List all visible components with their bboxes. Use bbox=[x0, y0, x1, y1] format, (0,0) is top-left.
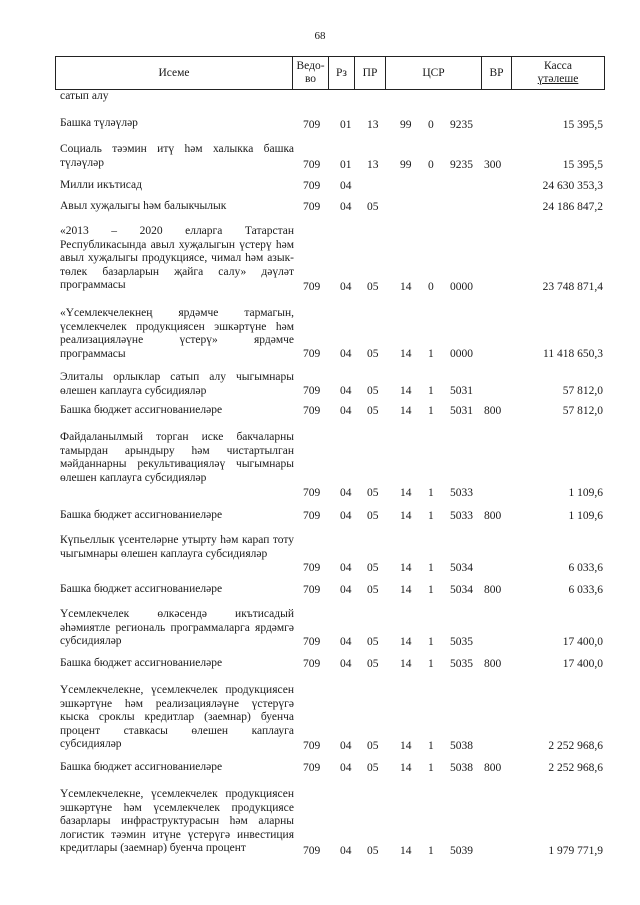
row-csr-2: 1 bbox=[428, 761, 434, 774]
page-number: 68 bbox=[314, 30, 326, 42]
row-name: Үсемлекчелекне, үсемлекчелек продукциясен эшкәртүне һәм реализацияләүне үстерүгә кыска сроклы кредитлар (заемнар) буенча процент ставкасы өлешен каплауга субсидияләр bbox=[60, 684, 294, 750]
row-ved: 709 bbox=[303, 657, 321, 670]
row-sum: 17 400,0 bbox=[562, 657, 603, 670]
row-csr-3: 5031 bbox=[450, 404, 473, 417]
row-rz: 04 bbox=[340, 657, 352, 670]
row-csr-2: 1 bbox=[428, 486, 434, 499]
table-row bbox=[0, 362, 640, 399]
row-pr: 05 bbox=[367, 844, 379, 857]
row-ved: 709 bbox=[303, 739, 321, 752]
row-vr: 800 bbox=[484, 509, 502, 522]
row-csr-3: 5034 bbox=[450, 561, 473, 574]
row-rz: 04 bbox=[340, 486, 352, 499]
row-name: Файдаланылмый торган иске бакчаларны тамырдан арындыру һәм чистартылган мәйданнарны рекультивацияләү чыгымнары өлешен каплауга субсидияләр bbox=[60, 431, 294, 484]
row-sum: 1 979 771,9 bbox=[548, 844, 603, 857]
row-rz: 04 bbox=[340, 280, 352, 293]
row-csr-3: 5038 bbox=[450, 739, 473, 752]
table-row bbox=[0, 215, 640, 295]
table-row bbox=[0, 650, 640, 672]
row-pr: 05 bbox=[367, 347, 379, 360]
header-rz-label: Рз bbox=[336, 66, 347, 79]
row-name: Социаль тәэмин итү һәм халыкка башка түләүләр bbox=[60, 143, 294, 169]
row-rz: 04 bbox=[340, 384, 352, 397]
row-vr: 800 bbox=[484, 404, 502, 417]
row-rz: 01 bbox=[340, 118, 352, 131]
row-csr-1: 14 bbox=[400, 561, 412, 574]
row-rz: 04 bbox=[340, 347, 352, 360]
row-pr: 13 bbox=[367, 158, 379, 171]
header-kassa bbox=[511, 57, 604, 89]
row-csr-3: 5038 bbox=[450, 761, 473, 774]
row-name: Элиталы орлыклар сатып алу чыгымнары өлешен каплауга субсидияләр bbox=[60, 371, 294, 397]
row-pr: 05 bbox=[367, 486, 379, 499]
row-pr: 05 bbox=[367, 635, 379, 648]
row-name: «2013 – 2020 елларга Татарстан Республикасында авыл хуҗалыгын үстерү һәм авыл хуҗалыгы продукциясе, чимал һәм азык-төлек базарларын җайга салу» дәүләт программасы bbox=[60, 225, 294, 291]
row-pr: 05 bbox=[367, 761, 379, 774]
row-csr-2: 1 bbox=[428, 347, 434, 360]
header-ved bbox=[292, 57, 328, 89]
row-csr-1: 14 bbox=[400, 384, 412, 397]
row-ved: 709 bbox=[303, 384, 321, 397]
row-ved: 709 bbox=[303, 509, 321, 522]
row-csr-3: 5039 bbox=[450, 844, 473, 857]
row-pr: 05 bbox=[367, 404, 379, 417]
row-csr-3: 5033 bbox=[450, 486, 473, 499]
row-pr: 05 bbox=[367, 657, 379, 670]
table-row bbox=[0, 598, 640, 650]
row-sum: 57 812,0 bbox=[562, 384, 603, 397]
row-csr-2: 1 bbox=[428, 657, 434, 670]
header-ved-label: Ведо- во bbox=[296, 60, 325, 85]
header-vr-label: ВР bbox=[489, 66, 504, 79]
row-csr-1: 14 bbox=[400, 509, 412, 522]
row-csr-2: 1 bbox=[428, 509, 434, 522]
row-csr-2: 1 bbox=[428, 384, 434, 397]
row-vr: 800 bbox=[484, 583, 502, 596]
row-csr-3: 5035 bbox=[450, 657, 473, 670]
row-pr: 05 bbox=[367, 280, 379, 293]
row-sum: 24 630 353,3 bbox=[542, 179, 603, 192]
table-row bbox=[0, 776, 640, 868]
row-name: Күпьеллык үсентеләрне утырту һәм карап тоту чыгымнары өлешен каплауга субсидияләр bbox=[60, 534, 294, 560]
row-csr-1: 14 bbox=[400, 657, 412, 670]
row-csr-2: 1 bbox=[428, 844, 434, 857]
row-csr-1: 14 bbox=[400, 739, 412, 752]
row-csr-1: 14 bbox=[400, 280, 412, 293]
row-sum: 1 109,6 bbox=[568, 486, 603, 499]
row-ved: 709 bbox=[303, 158, 321, 171]
table-row bbox=[0, 90, 640, 110]
row-csr-2: 1 bbox=[428, 583, 434, 596]
row-name: Башка бюджет ассигнованиеләре bbox=[60, 509, 223, 521]
row-pr: 13 bbox=[367, 118, 379, 131]
row-pr: 05 bbox=[367, 509, 379, 522]
row-csr-3: 0000 bbox=[450, 280, 473, 293]
row-sum: 15 395,5 bbox=[562, 118, 603, 131]
row-rz: 04 bbox=[340, 583, 352, 596]
row-pr: 05 bbox=[367, 561, 379, 574]
row-sum: 17 400,0 bbox=[562, 635, 603, 648]
row-ved: 709 bbox=[303, 118, 321, 131]
row-vr: 800 bbox=[484, 657, 502, 670]
row-name: Башка бюджет ассигнованиеләре bbox=[60, 404, 223, 416]
row-sum: 6 033,6 bbox=[568, 583, 603, 596]
row-sum: 57 812,0 bbox=[562, 404, 603, 417]
row-csr-3: 5031 bbox=[450, 384, 473, 397]
table-row bbox=[0, 194, 640, 215]
header-pr-label: ПР bbox=[362, 66, 378, 79]
row-sum: 24 186 847,2 bbox=[542, 200, 603, 213]
row-sum: 2 252 968,6 bbox=[548, 739, 603, 752]
row-ved: 709 bbox=[303, 200, 321, 213]
row-name: Үсемлекчелек өлкәсендә икътисадый әһәмиятле региональ программаларга ярдәмгә субсидияләр bbox=[60, 608, 294, 647]
row-vr: 800 bbox=[484, 761, 502, 774]
table-row bbox=[0, 399, 640, 419]
row-sum: 6 033,6 bbox=[568, 561, 603, 574]
table-row bbox=[0, 672, 640, 754]
row-ved: 709 bbox=[303, 561, 321, 574]
row-csr-1: 14 bbox=[400, 583, 412, 596]
row-name: «Үсемлекчелекнең ярдәмче тармагын, үсемлекчелек продукциясен эшкәртүне һәм реализацияләүне үстерү» ярдәмче программасы bbox=[60, 307, 294, 360]
row-name: Авыл хуҗалыгы һәм балыкчылык bbox=[60, 200, 227, 212]
table-row bbox=[0, 173, 640, 194]
header-pr bbox=[354, 57, 385, 89]
row-csr-3: 0000 bbox=[450, 347, 473, 360]
row-csr-1: 99 bbox=[400, 158, 412, 171]
row-sum: 23 748 871,4 bbox=[542, 280, 603, 293]
row-rz: 04 bbox=[340, 844, 352, 857]
table-row bbox=[0, 576, 640, 598]
row-pr: 05 bbox=[367, 384, 379, 397]
row-pr: 05 bbox=[367, 583, 379, 596]
row-csr-2: 0 bbox=[428, 280, 434, 293]
row-csr-2: 1 bbox=[428, 635, 434, 648]
row-csr-1: 14 bbox=[400, 347, 412, 360]
row-ved: 709 bbox=[303, 583, 321, 596]
row-name: Башка түләүләр bbox=[60, 117, 138, 129]
row-ved: 709 bbox=[303, 486, 321, 499]
row-csr-2: 1 bbox=[428, 561, 434, 574]
row-csr-2: 1 bbox=[428, 404, 434, 417]
row-csr-3: 5033 bbox=[450, 509, 473, 522]
row-sum: 1 109,6 bbox=[568, 509, 603, 522]
row-rz: 04 bbox=[340, 739, 352, 752]
row-rz: 04 bbox=[340, 561, 352, 574]
row-csr-1: 14 bbox=[400, 404, 412, 417]
row-ved: 709 bbox=[303, 761, 321, 774]
row-ved: 709 bbox=[303, 635, 321, 648]
row-csr-3: 5034 bbox=[450, 583, 473, 596]
row-ved: 709 bbox=[303, 844, 321, 857]
row-rz: 01 bbox=[340, 158, 352, 171]
row-csr-1: 14 bbox=[400, 635, 412, 648]
row-pr: 05 bbox=[367, 200, 379, 213]
row-name: Үсемлекчелекне, үсемлекчелек продукциясен эшкәртүне һәм үсемлекчелек продукциясе базарлары инфраструктурасын һәм аларны логистик тәэмин итүне үстерүгә инвестиция кредитлары (заемнар) буенча процент bbox=[60, 788, 294, 854]
header-rz bbox=[328, 57, 354, 89]
header-vr bbox=[481, 57, 511, 89]
table-header bbox=[55, 56, 605, 90]
row-sum: 2 252 968,6 bbox=[548, 761, 603, 774]
row-name: Башка бюджет ассигнованиеләре bbox=[60, 761, 223, 773]
row-name: Милли икътисад bbox=[60, 179, 142, 191]
row-rz: 04 bbox=[340, 761, 352, 774]
row-ved: 709 bbox=[303, 280, 321, 293]
row-csr-2: 0 bbox=[428, 158, 434, 171]
row-csr-3: 9235 bbox=[450, 118, 473, 131]
header-name-label: Исеме bbox=[158, 66, 190, 79]
row-csr-1: 14 bbox=[400, 844, 412, 857]
row-rz: 04 bbox=[340, 200, 352, 213]
row-ved: 709 bbox=[303, 179, 321, 192]
table-row bbox=[0, 501, 640, 524]
header-csr bbox=[385, 57, 481, 89]
row-rz: 04 bbox=[340, 509, 352, 522]
row-csr-2: 1 bbox=[428, 739, 434, 752]
row-sum: 11 418 650,3 bbox=[543, 347, 603, 360]
table-row bbox=[0, 754, 640, 776]
row-ved: 709 bbox=[303, 404, 321, 417]
row-name: Башка бюджет ассигнованиеләре bbox=[60, 657, 223, 669]
header-name bbox=[56, 57, 292, 89]
row-name: сатып алу bbox=[60, 90, 109, 102]
header-csr-label: ЦСР bbox=[422, 66, 445, 79]
table-row bbox=[0, 110, 640, 133]
row-rz: 04 bbox=[340, 635, 352, 648]
row-rz: 04 bbox=[340, 404, 352, 417]
row-name: Башка бюджет ассигнованиеләре bbox=[60, 583, 223, 595]
row-csr-2: 0 bbox=[428, 118, 434, 131]
table-row bbox=[0, 133, 640, 173]
row-csr-1: 14 bbox=[400, 486, 412, 499]
table-row bbox=[0, 524, 640, 576]
row-csr-1: 14 bbox=[400, 761, 412, 774]
table-row bbox=[0, 419, 640, 501]
row-csr-3: 9235 bbox=[450, 158, 473, 171]
row-sum: 15 395,5 bbox=[562, 158, 603, 171]
row-vr: 300 bbox=[484, 158, 502, 171]
row-ved: 709 bbox=[303, 347, 321, 360]
row-pr: 05 bbox=[367, 739, 379, 752]
table-body bbox=[0, 90, 640, 868]
row-csr-3: 5035 bbox=[450, 635, 473, 648]
row-csr-1: 99 bbox=[400, 118, 412, 131]
row-rz: 04 bbox=[340, 179, 352, 192]
table-row bbox=[0, 295, 640, 362]
header-kassa-label: Касса үтәлеше bbox=[537, 60, 579, 85]
